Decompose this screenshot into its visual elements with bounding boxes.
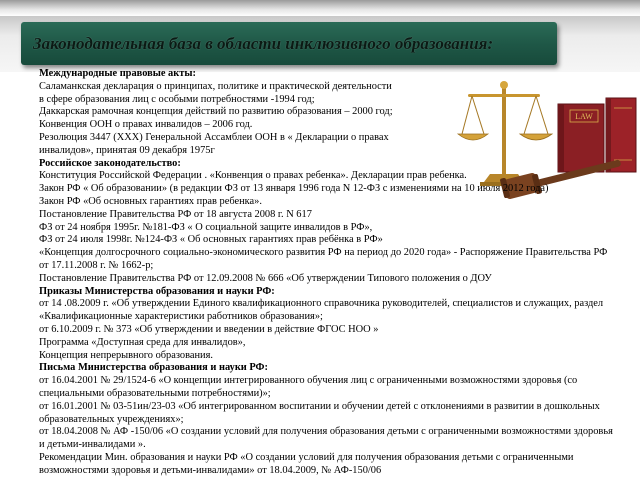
list-item: в сфере образования лиц с особыми потребностями -1994 год; <box>39 93 315 105</box>
list-item: от 16.01.2001 № 03-51ин/23-03 «Об интегрированном воспитании и обучении детей с отклонениями в развитии в дошкольных <box>39 400 600 412</box>
list-item: ФЗ от 24 ноября 1995г. №181-ФЗ « О социальной защите инвалидов в РФ», <box>39 221 373 233</box>
list-item: от 17.11.2008 г. № 1662-р; <box>39 259 154 271</box>
list-item: от 6.10.2009 г. № 373 «Об утверждении и введении в действие ФГОС НОО » <box>39 323 379 335</box>
section-heading: Международные правовые акты: <box>39 68 196 79</box>
list-item: и детьми-инвалидами ». <box>39 439 146 451</box>
list-item: Закон РФ « Об образовании» (в редакции ФЗ от 13 января 1996 года N 12-ФЗ с изменениями на 10 июля 2012 года) <box>39 183 549 195</box>
list-item: от 14 .08.2009 г. «Об утверждении Единого квалификационного справочника руководителей, специалистов и служащих, раздел <box>39 298 604 310</box>
list-item: Конвенция ООН о правах инвалидов – 2006 год. <box>39 119 253 131</box>
title-bar <box>21 22 557 65</box>
list-item: Закон РФ «Об основных гарантиях прав ребенка». <box>39 195 262 207</box>
top-gradient-strip <box>0 0 640 16</box>
list-item: Саламанкская декларация о принципах, политике и практической деятельности <box>39 80 392 92</box>
list-item: Конституция Российской Федерации . «Конвенция о правах ребенка». Декларации прав ребенка. <box>39 170 467 182</box>
list-item: инвалидов», принятая 09 декабря 1975г <box>39 144 215 156</box>
list-item: Программа «Доступная среда для инвалидов», <box>39 336 246 348</box>
section-heading: Приказы Министерства образования и науки РФ: <box>39 285 275 297</box>
list-item: Рекомендации Мин. образования и науки РФ «О создании условий для получения образования детьми с ограниченными <box>39 451 574 463</box>
section-heading: Письма Министерства образования и науки РФ: <box>39 362 268 374</box>
list-item: Концепция непрерывного образования. <box>39 349 213 361</box>
svg-text:LAW: LAW <box>575 112 593 121</box>
list-item: специальными образовательными потребностями)»; <box>39 387 271 399</box>
list-item: «Концепция долгосрочного социально-экономического развития РФ на период до 2020 года» - Распоряжение Правительства РФ <box>39 247 608 259</box>
list-item: Даккарская рамочная концепция действий по развитию образования – 2000 год; <box>39 106 393 118</box>
list-item: от 18.04.2008 № АФ -150/06 «О создании условий для получения образования детьми с ограниченными возможностями здоровья <box>39 426 613 438</box>
section-heading: Российское законодательство: <box>39 157 181 169</box>
list-item: «Квалификационные характеристики работников образования»; <box>39 311 323 323</box>
list-item: образовательных учреждениях»; <box>39 413 184 425</box>
list-item: Постановление Правительства РФ от 12.09.2008 № 666 «Об утверждении Типового положения о ДОУ <box>39 272 492 284</box>
list-item: ФЗ от 24 июля 1998г. №124-ФЗ « Об основных гарантиях прав ребёнка в РФ» <box>39 234 383 246</box>
list-item: возможностями здоровья и детьми-инвалидами» от 18.04.2009, № АФ-150/06 <box>39 464 382 476</box>
list-item: от 16.04.2001 № 29/1524-6 «О концепции интегрированного обучения лиц с ограниченными возможностями здоровья (со <box>39 375 578 387</box>
list-item: Резолюция 3447 (ХХХ) Генеральной Ассамблеи ООН в « Декларации о правах <box>39 131 389 143</box>
slide-title: Законодательная база в области инклюзивного образования: <box>33 33 494 53</box>
legal-acts-list <box>39 68 635 478</box>
list-item: Постановление Правительства РФ от 18 августа 2008 г. N 617 <box>39 208 312 220</box>
